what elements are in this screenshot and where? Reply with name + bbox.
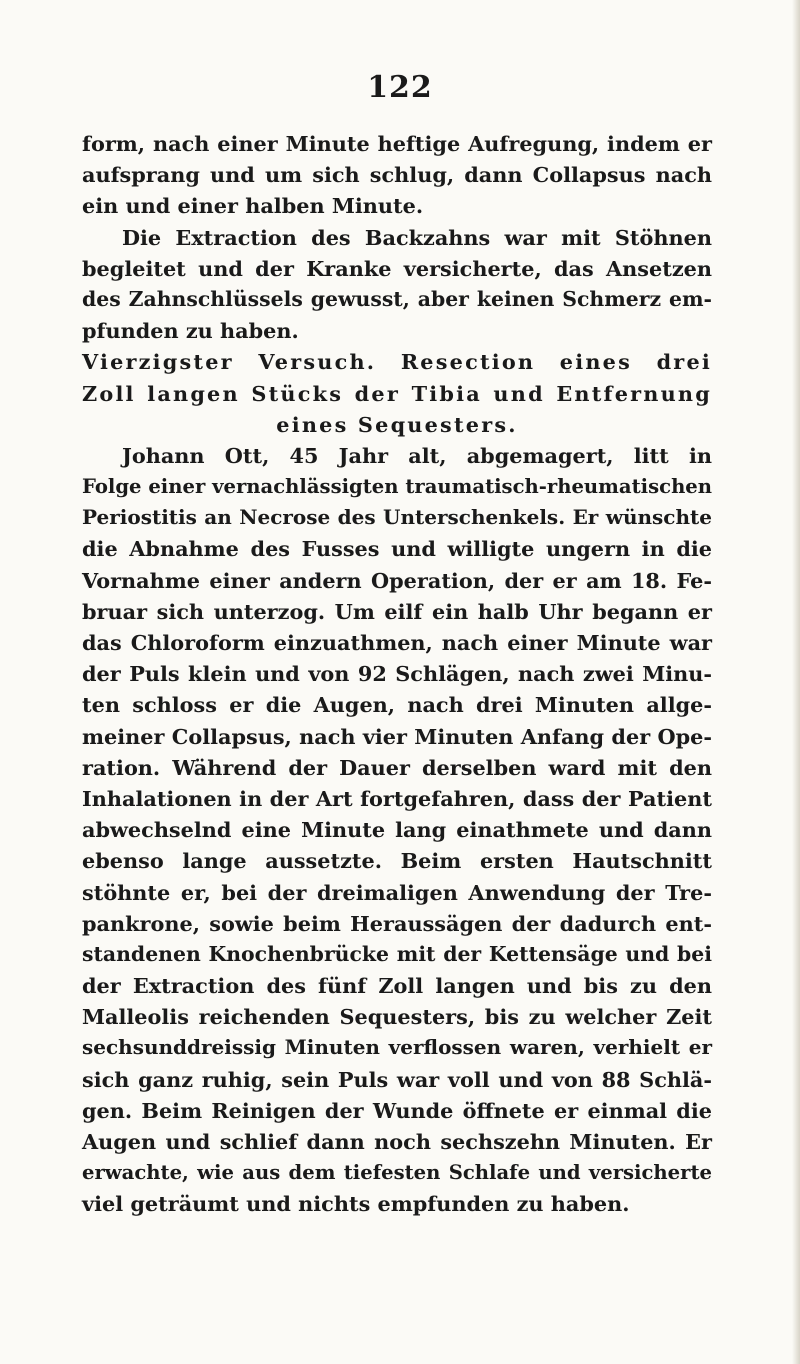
text-line: gen. Beim Reinigen der Wunde öffnete er einmal die [82, 1097, 712, 1123]
text-line: der Puls klein und von 92 Schlägen, nach zwei Minu- [82, 661, 712, 687]
text-line: sich ganz ruhig, sein Puls war voll und von 88 Schlä- [82, 1066, 712, 1092]
section-heading-line: Vierzigster Versuch. Resection eines drei [82, 349, 712, 375]
section-heading-line: eines Sequesters. [276, 411, 518, 437]
text-line: sechsunddreissig Minuten verflossen waren, verhielt er [82, 1035, 712, 1060]
text-line: pankrone, sowie beim Heraussägen der dadurch ent- [82, 910, 712, 936]
text-line: ten schloss er die Augen, nach drei Minuten allge- [82, 692, 712, 718]
text-line: bruar sich unterzog. Um eilf ein halb Uhr begann er [82, 598, 712, 624]
text-line: Malleolis reichenden Sequesters, bis zu welcher Zeit [82, 1004, 712, 1030]
page-number: 122 [367, 70, 433, 105]
text-line: Johann Ott, 45 Jahr alt, abgemagert, litt in [122, 442, 712, 468]
text-line: ebenso lange aussetzte. Beim ersten Hautschnitt [82, 848, 712, 874]
text-line: pfunden zu haben. [82, 318, 299, 344]
text-line: die Abnahme des Fusses und willigte ungern in die [82, 536, 712, 562]
text-line: ration. Während der Dauer derselben ward mit den [82, 754, 712, 780]
text-line: standenen Knochenbrücke mit der Kettensäge und bei [82, 941, 712, 966]
text-line: ein und einer halben Minute. [82, 193, 424, 219]
text-line: Augen und schlief dann noch sechszehn Minuten. Er [82, 1129, 712, 1154]
text-line: viel geträumt und nichts empfunden zu haben. [82, 1191, 630, 1217]
text-line: Periostitis an Necrose des Unterschenkels. Er wünschte [82, 505, 712, 530]
text-line: Inhalationen in der Art fortgefahren, dass der Patient [82, 785, 712, 811]
section-heading-line: Zoll langen Stücks der Tibia und Entfernung [82, 380, 712, 406]
text-line: form, nach einer Minute heftige Aufregung, indem er [82, 131, 712, 156]
text-line: abwechselnd eine Minute lang einathmete und dann [82, 817, 712, 843]
page-edge [792, 0, 800, 1364]
text-line: begleitet und der Kranke versicherte, das Ansetzen [82, 255, 712, 281]
text-line: Folge einer vernachlässigten traumatisch-rheumatischen [82, 475, 713, 499]
text-line: stöhnte er, bei der dreimaligen Anwendung der Tre- [82, 879, 712, 905]
text-line: Vornahme einer andern Operation, der er am 18. Fe- [82, 567, 712, 593]
text-line: des Zahnschlüssels gewusst, aber keinen Schmerz em- [82, 286, 712, 311]
text-line: Die Extraction des Backzahns war mit Stöhnen [122, 224, 712, 250]
body-text [82, 128, 712, 1220]
text-line: das Chloroform einzuathmen, nach einer Minute war [82, 630, 712, 655]
text-line: meiner Collapsus, nach vier Minuten Anfang der Ope- [82, 723, 712, 749]
text-line: der Extraction des fünf Zoll langen und bis zu den [82, 973, 712, 999]
text-line: aufsprang und um sich schlug, dann Collapsus nach [82, 162, 712, 188]
text-line: erwachte, wie aus dem tiefesten Schlafe und versicherte [82, 1161, 712, 1185]
